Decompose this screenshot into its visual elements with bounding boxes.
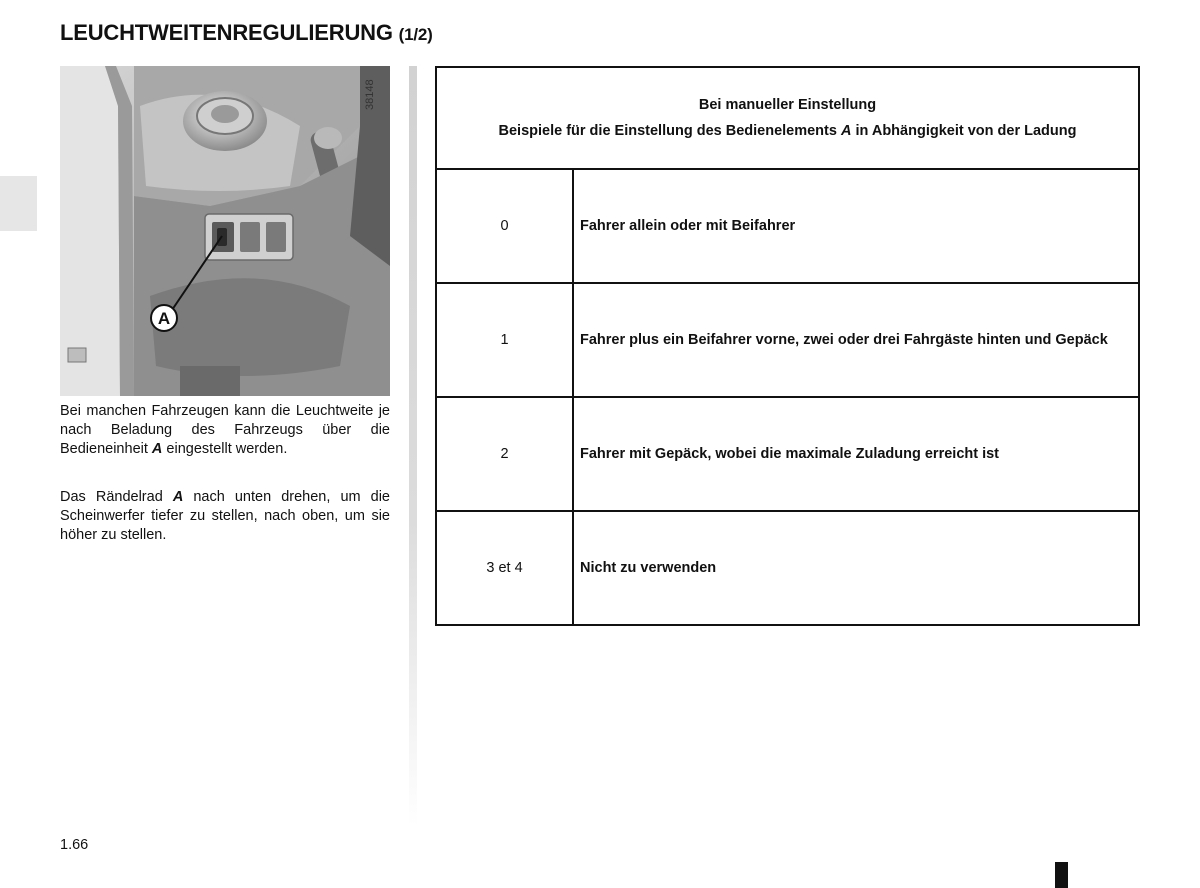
table-row [437,284,1138,398]
table-header [437,68,1138,170]
level-cell: 3 et 4 [437,512,574,624]
page-corner-mark [1055,862,1068,888]
description-cell: Fahrer mit Gepäck, wobei die maximale Zuladung erreicht ist [580,446,1000,462]
page-number: 1.66 [60,837,89,853]
paragraph-intro: Bei manchen Fahrzeugen kann die Leuchtweite je nach Beladung des Fahrzeugs über die Bedieneinheit A eingestellt werden. [60,403,390,457]
page-title-main: LEUCHTWEITENREGULIERUNG [60,20,393,45]
table-header-title: Bei manueller Einstellung [698,97,877,113]
description-cell: Nicht zu verwenden [580,560,717,576]
settings-table [435,66,1140,626]
level-cell: 2 [437,398,574,510]
column-divider [409,66,417,826]
page-title [60,20,433,46]
table-row [437,170,1138,284]
photo-id: 38148 [364,79,376,111]
paragraph-instruction: Das Rändelrad A nach unten drehen, um die Scheinwerfer tiefer zu stellen, nach oben, um sie höher zu stellen. [60,489,390,543]
chapter-tab [0,176,37,231]
description-cell: Fahrer allein oder mit Beifahrer [580,218,796,234]
level-cell: 0 [437,170,574,282]
dashboard-photo [60,66,390,396]
callout-label: A [157,309,171,328]
table-row [437,398,1138,512]
table-header-subtitle: Beispiele für die Einstellung des Bedienelements A in Abhängigkeit von der Ladung [498,123,1077,139]
dashboard-photo-illustration [60,66,390,396]
page-title-part: (1/2) [398,25,433,44]
table-row [437,512,1138,624]
description-cell: Fahrer plus ein Beifahrer vorne, zwei oder drei Fahrgäste hinten und Gepäck [580,332,1108,348]
level-cell: 1 [437,284,574,396]
